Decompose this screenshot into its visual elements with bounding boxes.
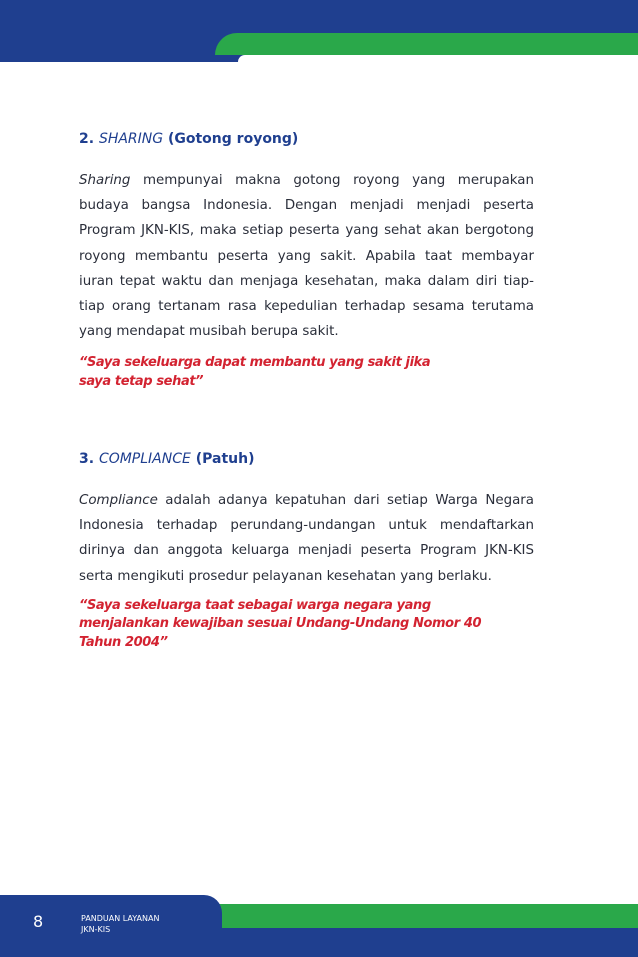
section-compliance-local: (Patuh) bbox=[195, 451, 255, 467]
section-compliance-number: 3. bbox=[79, 451, 95, 467]
section-compliance bbox=[79, 451, 534, 652]
header-white-band bbox=[238, 55, 638, 62]
section-sharing-body-text: mempunyai makna gotong royong yang merupakan budaya bangsa Indonesia. Dengan menjadi menjadi peserta Program JKN-KIS, maka setiap peserta yang sehat akan bergotong royong membantu peserta yang sakit. Apabila taat membayar iuran tepat waktu dan menjaga kesehatan, maka dalam diri tiap-tiap orang tertanam rasa kepedulian terhadap sesama terutama yang mendapat musibah berupa sakit. bbox=[79, 173, 534, 340]
section-compliance-body bbox=[79, 488, 534, 589]
section-sharing-number: 2. bbox=[79, 131, 95, 147]
section-sharing-body bbox=[79, 168, 534, 344]
header-green-band bbox=[215, 33, 638, 55]
section-sharing-english: SHARING bbox=[98, 131, 164, 147]
section-compliance-english: COMPLIANCE bbox=[98, 451, 191, 467]
page-number: 8 bbox=[33, 912, 44, 931]
section-sharing-heading bbox=[79, 131, 534, 147]
section-compliance-heading bbox=[79, 451, 534, 467]
footer-title-line1: PANDUAN LAYANAN bbox=[81, 914, 160, 923]
section-compliance-quote: “Saya sekeluarga taat sebagai warga negara yang menjalankan kewajiban sesuai Undang-Undang Nomor 40 Tahun 2004” bbox=[79, 597, 482, 650]
section-compliance-body-lead: Compliance bbox=[79, 493, 158, 508]
section-sharing-quote: “Saya sekeluarga dapat membantu yang sakit jika saya tetap sehat” bbox=[79, 355, 431, 389]
section-sharing bbox=[79, 131, 534, 391]
footer-green-band bbox=[200, 904, 638, 928]
footer-title-line2: JKN-KIS bbox=[81, 925, 111, 934]
section-sharing-body-lead: Sharing bbox=[79, 173, 131, 188]
footer-title bbox=[81, 913, 201, 935]
section-sharing-local: (Gotong royong) bbox=[167, 131, 299, 147]
section-compliance-body-text: adalah adanya kepatuhan dari setiap Warga Negara Indonesia terhadap perundang-undangan untuk mendaftarkan dirinya dan anggota keluarga menjadi peserta Program JKN-KIS serta mengikuti prosedur pelayanan kesehatan yang berlaku. bbox=[79, 493, 534, 584]
